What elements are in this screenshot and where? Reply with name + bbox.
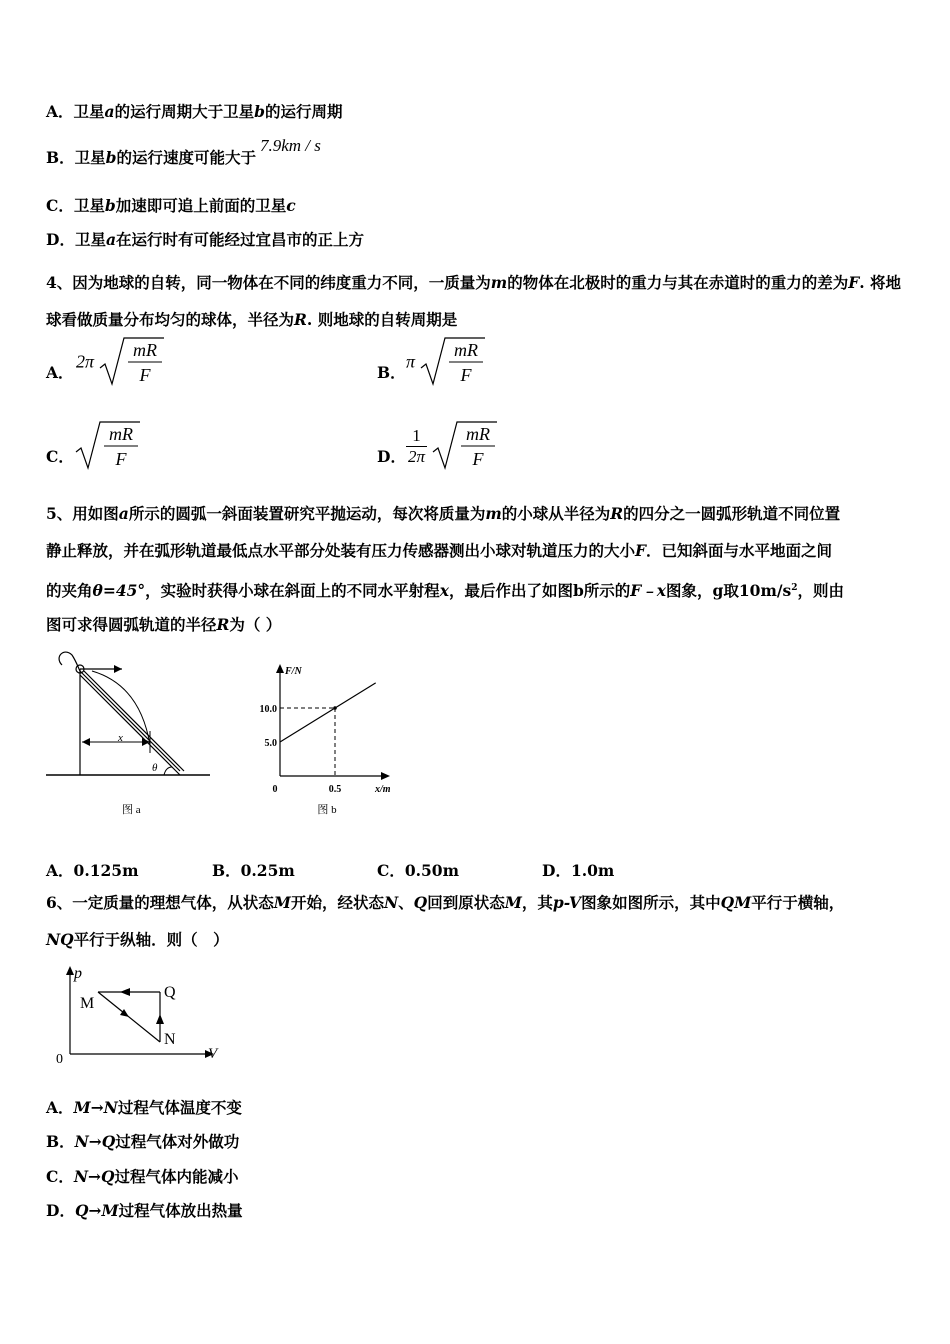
- x-tick-label: 0.5: [328, 784, 342, 795]
- theta-value: θ=45°: [92, 581, 146, 601]
- stem-text: 图可求得圆弧轨道的半径: [46, 615, 217, 634]
- q4-option-c-formula: [74, 420, 142, 472]
- figure-a-caption: 图 a: [122, 804, 141, 816]
- sqrt-sign: [419, 336, 487, 388]
- fraction-denominator: 2π: [408, 446, 426, 466]
- q3-option-b: [46, 136, 321, 168]
- arrow-n-to-q-icon: [156, 1014, 164, 1024]
- denominator: F: [460, 365, 472, 385]
- q5-stem-line-4: [46, 615, 281, 635]
- q4-option-b-label: B．: [377, 363, 406, 382]
- stem-text: 4、因为地球的自转，同一物体在不同的纬度重力不同，一质量为: [46, 273, 491, 292]
- option-label: B．: [212, 861, 241, 880]
- fraction-numerator: 1: [406, 426, 427, 447]
- x-axis-arrow-icon: [381, 772, 390, 780]
- var-n: N: [383, 893, 399, 912]
- q6-stem-line-2: [46, 930, 229, 950]
- var-f: F: [635, 541, 647, 560]
- option-value: 0.125m: [73, 861, 139, 880]
- stem-text: 图象，g取: [666, 581, 739, 601]
- option-text: 卫星: [73, 196, 105, 215]
- figure-a-arc-incline-apparatus: [40, 645, 220, 825]
- option-value: 0.25m: [240, 861, 295, 880]
- sqrt-sign: [431, 420, 499, 472]
- q4-option-c-label: C．: [46, 447, 74, 466]
- q4-option-a-label: A．: [46, 363, 74, 382]
- var-r: R: [294, 310, 307, 329]
- option-label: A．: [46, 102, 74, 121]
- var-c: c: [286, 196, 296, 215]
- q5-option-d: [542, 859, 614, 881]
- q5-option-b: [212, 859, 295, 881]
- option-text: 卫星: [74, 148, 106, 167]
- stem-text: 所示的圆弧一斜面装置研究平抛运动，每次将质量为: [128, 504, 486, 523]
- q5-stem-line-1: [46, 504, 840, 524]
- process-label: Q→M: [74, 1201, 119, 1220]
- denominator: F: [139, 365, 151, 385]
- var-r: R: [610, 504, 624, 523]
- stem-text: 的物体在北极时的重力与其在赤道时的重力的差为: [507, 273, 849, 292]
- option-text: 卫星: [73, 102, 105, 121]
- stem-text: 开始，经状态: [290, 893, 384, 912]
- q6-stem-line-1: [46, 893, 844, 913]
- data-point: [333, 706, 337, 710]
- process-label: M→N: [73, 1098, 118, 1117]
- option-label: C．: [46, 1167, 74, 1186]
- q6-option-c: [46, 1167, 239, 1187]
- var-x: x: [439, 581, 449, 601]
- var-b: b: [105, 148, 117, 167]
- stem-text: 为（ ）: [229, 615, 282, 634]
- stem-text: 图象如图所示，其中: [581, 893, 721, 912]
- stem-text: . 则地球的自转周期是: [306, 310, 458, 329]
- q4-stem: [46, 264, 906, 338]
- option-label: B．: [46, 1132, 75, 1151]
- var-m: M: [273, 893, 291, 912]
- option-label: C．: [377, 861, 405, 880]
- stem-text: 的四分之一圆弧形轨道不同位置: [623, 504, 841, 523]
- state-m-label: M: [80, 995, 95, 1012]
- x-label: x: [118, 732, 123, 744]
- stem-text: 的夹角: [46, 581, 93, 601]
- option-text: 的运行速度可能大于: [116, 148, 256, 167]
- option-text: 的运行周期: [264, 102, 343, 121]
- option-value: 0.50m: [404, 861, 459, 880]
- pv-label: p-V: [552, 893, 582, 912]
- coefficient: 2π: [76, 351, 95, 372]
- q6-option-b: [46, 1132, 239, 1152]
- var-a: a: [105, 230, 117, 249]
- option-label: C．: [46, 196, 74, 215]
- x-axis-label: x/m: [375, 784, 391, 795]
- option-text: 加速即可追上前面的卫星: [115, 196, 287, 215]
- stem-text: ．已知斜面与水平地面之间: [646, 541, 833, 560]
- y-axis-arrow-icon: [276, 664, 284, 673]
- var-m: m: [490, 273, 508, 292]
- state-n-label: N: [164, 1031, 176, 1048]
- stem-text: ，其: [521, 893, 553, 912]
- q6-option-d: [46, 1201, 243, 1221]
- option-label: D．: [46, 230, 75, 249]
- option-label: D．: [542, 861, 571, 880]
- numerator: mR: [466, 424, 491, 444]
- stem-text: 静止释放，并在弧形轨道最低点水平部分处装有压力传感器测出小球对轨道压力的大小: [46, 541, 636, 560]
- numerator: mR: [133, 340, 158, 360]
- separator: 、: [398, 893, 414, 912]
- numerator: mR: [109, 424, 133, 444]
- option-value: 1.0m: [570, 861, 615, 880]
- series-line: [280, 683, 376, 742]
- var-b: b: [254, 102, 265, 121]
- angle-label: θ: [152, 762, 158, 774]
- option-text: 在运行时有可能经过宜昌市的正上方: [116, 230, 365, 249]
- q5-stem-line-3: [46, 578, 844, 601]
- option-text: 过程气体对外做功: [115, 1132, 240, 1151]
- origin-label: 0: [56, 1052, 63, 1067]
- var-m: M: [504, 893, 522, 912]
- figure-b-f-x-graph: [235, 660, 405, 825]
- origin-label: 0: [272, 784, 278, 795]
- fx-label: F﹣x: [630, 581, 667, 601]
- option-label: A．: [46, 861, 74, 880]
- coefficient: π: [406, 351, 416, 372]
- speed-value: 7.9km / s: [259, 136, 321, 155]
- process-label: N→Q: [74, 1132, 116, 1151]
- option-text: 过程气体内能减小: [114, 1167, 239, 1186]
- stem-text: ，实验时获得小球在斜面上的不同水平射程: [145, 581, 440, 601]
- stem-text: 5、用如图: [46, 504, 119, 523]
- stem-text: . 将地球看做质量分布均匀的球体，半径为: [46, 273, 902, 329]
- denominator: F: [115, 449, 127, 469]
- var-r: R: [216, 615, 230, 634]
- stem-text: 的小球从半径为: [501, 504, 611, 523]
- y-axis-label: F/N: [285, 666, 302, 677]
- q3-option-c: [46, 196, 296, 216]
- var-b: b: [104, 196, 116, 215]
- g-exponent: 2: [791, 583, 798, 593]
- option-label: A．: [46, 1098, 74, 1117]
- sqrt-sign: [98, 336, 166, 388]
- stem-text: 6、一定质量的理想气体，从状态: [46, 893, 274, 912]
- q3-option-a: [46, 102, 342, 122]
- stem-text: 回到原状态: [427, 893, 505, 912]
- stem-text: ，最后作出了如图b所示的: [448, 581, 631, 601]
- q4-option-b-formula: [406, 336, 487, 388]
- coefficient-fraction: [406, 426, 427, 467]
- var-f: F: [848, 273, 860, 292]
- var-q: Q: [413, 893, 428, 912]
- q3-option-d: [46, 230, 364, 250]
- y-tick-label: 10.0: [259, 704, 277, 715]
- q4-option-d-label: D．: [377, 447, 406, 466]
- option-label: D．: [46, 1201, 75, 1220]
- q6-pv-diagram: [50, 962, 230, 1067]
- option-text: 过程气体放出热量: [118, 1201, 243, 1220]
- q5-option-c: [377, 859, 459, 881]
- figure-b-caption: 图 b: [317, 804, 337, 816]
- p-axis-arrow-icon: [66, 966, 74, 975]
- arrow-q-to-m-icon: [120, 988, 130, 996]
- var-m: m: [485, 504, 502, 523]
- sqrt-sign: [74, 420, 142, 472]
- process-label: N→Q: [73, 1167, 115, 1186]
- q6-option-a: [46, 1098, 242, 1118]
- g-value: 10m/s: [738, 581, 792, 601]
- q4-option-d-formula: [406, 420, 499, 472]
- q4-option-a-formula: [76, 336, 166, 388]
- v-axis-label: V: [208, 1046, 218, 1062]
- qm-label: QM: [720, 893, 752, 912]
- y-tick-label: 5.0: [264, 738, 277, 749]
- var-a: a: [104, 102, 115, 121]
- option-text: 过程气体温度不变: [117, 1098, 242, 1117]
- stem-text: 平行于横轴，: [751, 893, 845, 912]
- state-q-label: Q: [164, 984, 176, 1001]
- numerator: mR: [454, 340, 479, 360]
- p-axis-label: p: [74, 965, 82, 982]
- q5-option-a: [46, 859, 138, 881]
- option-text: 卫星: [74, 230, 106, 249]
- var-a: a: [118, 504, 129, 523]
- option-label: B．: [46, 148, 75, 167]
- stem-text: ，则由: [797, 581, 845, 601]
- denominator: F: [472, 449, 484, 469]
- q5-stem-line-2: [46, 541, 832, 561]
- stem-text: 平行于纵轴．则（ ）: [73, 930, 229, 949]
- option-text: 的运行周期大于卫星: [114, 102, 255, 121]
- nq-label: NQ: [46, 930, 74, 949]
